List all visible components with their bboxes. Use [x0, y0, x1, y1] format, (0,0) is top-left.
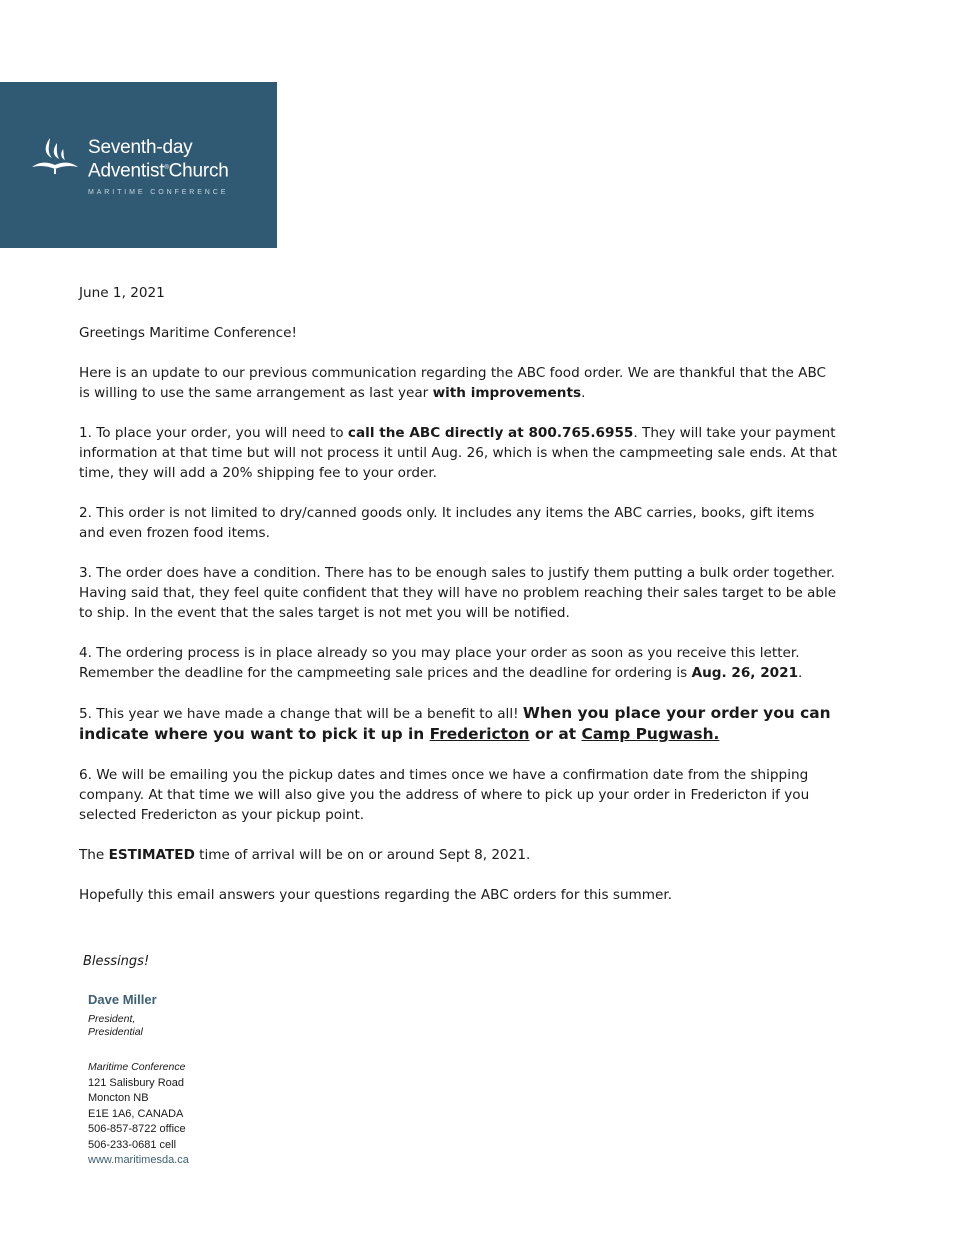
letter-body [79, 283, 839, 925]
signature-title: President, Presidential [88, 1013, 143, 1038]
brand-name-line1: Seventh-day [88, 137, 193, 158]
address-line: E1E 1A6, CANADA [88, 1107, 184, 1120]
brand-name-line2: Adventist®Church [88, 160, 229, 182]
letterhead-banner [0, 82, 277, 248]
paragraph-6: 6. We will be emailing you the pickup dates and times once we have a confirmation date from the shipping company. At that time we will also give you the address of where to pick up your order in Fredericton if you selected Fredericton as your pickup point. [79, 767, 810, 823]
signoff: Blessings! [83, 954, 150, 969]
address-line: Moncton NB [88, 1092, 149, 1104]
paragraph-4: 4. The ordering process is in place already so you may place your order as soon as you receive this letter. Remember the deadline for the campmeeting sale prices and the deadline for ordering is Aug. 26, 2021. [79, 645, 803, 681]
signature-name: Dave Miller [88, 992, 157, 1007]
cell-phone: 506-233-0681 cell [88, 1138, 177, 1151]
address-line: 121 Salisbury Road [88, 1076, 185, 1089]
letter-date: June 1, 2021 [79, 285, 165, 301]
eta-paragraph: The ESTIMATED time of arrival will be on or around Sept 8, 2021. [79, 847, 531, 863]
paragraph-5: 5. This year we have made a change that will be a benefit to all! When you place your order you can indicate where you want to pick it up in Fredericton or at Camp Pugwash. [79, 704, 831, 743]
intro-paragraph: Here is an update to our previous communication regarding the ABC food order. We are thankful that the ABC is willing to use the same arrangement as last year with improvements. [79, 365, 827, 401]
conference-label: MARITIME CONFERENCE [88, 189, 229, 196]
website-link[interactable]: www.maritimesda.ca [88, 1154, 189, 1166]
paragraph-1: 1. To place your order, you will need to call the ABC directly at 800.765.6955. They will take your payment information at that time but will not process it until Aug. 26, which is when the campmeeting sale ends. At that time, they will add a 20% shipping fee to your order. [79, 425, 838, 481]
church-logo-icon [30, 134, 80, 178]
closing-paragraph: Hopefully this email answers your questions regarding the ABC orders for this summer. [79, 887, 673, 903]
office-phone: 506-857-8722 office [88, 1123, 186, 1135]
paragraph-2: 2. This order is not limited to dry/canned goods only. It includes any items the ABC carries, books, gift items and even frozen food items. [79, 505, 815, 541]
org-name: Maritime Conference [88, 1061, 186, 1073]
signature-address [88, 1060, 189, 1169]
greeting: Greetings Maritime Conference! [79, 325, 297, 341]
paragraph-3: 3. The order does have a condition. There has to be enough sales to justify them putting a bulk order together. Having said that, they feel quite confident that they will have no problem reaching their sales target to be able to ship. In the event that the sales target is not met you will be notified. [79, 565, 837, 621]
